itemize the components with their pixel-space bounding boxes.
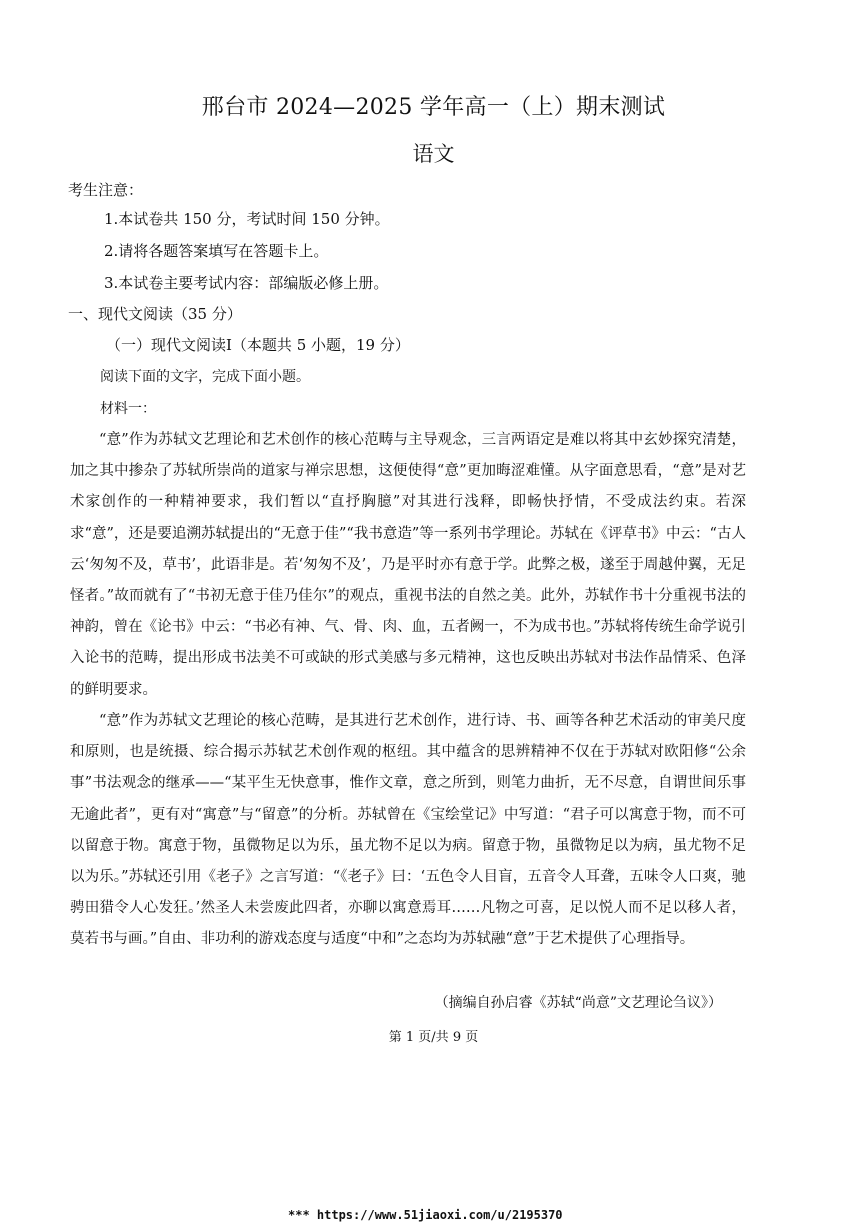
notice-item: 3.本试卷主要考试内容：部编版必修上册。 <box>104 274 389 292</box>
page-number: 第 1 页/共 9 页 <box>388 1030 479 1045</box>
material-label: 材料一： <box>100 401 156 417</box>
source-citation: （摘编自孙启睿《苏轼“尚意”文艺理论刍议》） <box>434 995 722 1011</box>
body-paragraph: “意”作为苏轼文艺理论的核心范畴，是其进行艺术创作，进行诗、书、画等各种艺术活动的审美尺度和原则，也是统摄、综合揭示苏轼艺术创作观的枢纽。其中蕴含的思辨精神不仅在于苏轼对欧阳修“公余事”书法观念的继承——“某平生无快意事，惟作文章，意之所到，则笔力曲折，无不尽意，自谓世间乐事无逾此者”，更有对“寓意”与“留意”的分析。苏轼曾在《宝绘堂记》中写道：“君子可以寓意于物，而不可以留意于物。寓意于物，虽微物足以为乐，虽尤物不足以为病。留意于物，虽微物足以为病，虽尤物不足以为乐。”苏轼还引用《老子》之言写道：“《老子》曰：‘五色令人目盲，五音令人耳聋，五味令人口爽，驰骋田猎令人心发狂。’然圣人未尝废此四者，亦聊以寓意焉耳……凡物之可喜，足以悦人而不足以移人者，莫若书与画。”自由、非功利的游戏态度与适度“中和”之态均为苏轼融“意”于艺术提供了心理指导。 <box>70 713 746 948</box>
reading-instruction: 阅读下面的文字，完成下面小题。 <box>100 369 310 385</box>
body-paragraph: “意”作为苏轼文艺理论和艺术创作的核心范畴与主导观念，三言两语定是难以将其中玄妙探究清楚，加之其中掺杂了苏轼所崇尚的道家与禅宗思想，这便使得“意”更加晦涩难懂。从字面意思看，“意”是对艺术家创作的一种精神要求，我们暂以“直抒胸臆”对其进行浅释，即畅快抒情，不受成法约束。若深求“意”，还是要追溯苏轼提出的“无意于佳”“我书意造”等一系列书学理论。苏轼在《评草书》中云：“古人云‘匆匆不及，草书’，此语非是。若‘匆匆不及’，乃是平时亦有意于学。此弊之极，遂至于周越仲翼，无足怪者。”故而就有了“书初无意于佳乃佳尔”的观点，重视书法的自然之美。此外，苏轼作书十分重视书法的神韵，曾在《论书》中云：“书必有神、气、骨、肉、血，五者阙一，不为成书也。”苏轼将传统生命学说引入论书的范畴，提出形成书法美不可或缺的形式美感与多元精神，这也反映出苏轼对书法作品情采、色泽的鲜明要求。 <box>70 432 746 698</box>
notice-item: 1.本试卷共 150 分，考试时间 150 分钟。 <box>104 210 390 228</box>
notice-heading: 考生注意： <box>68 181 144 199</box>
watermark-url: *** https://www.51jiaoxi.com/u/2195370 <box>288 1208 563 1222</box>
subsection-heading: （一）现代文阅读Ⅰ（本题共 5 小题，19 分） <box>106 336 410 354</box>
subject-title: 语文 <box>412 142 455 166</box>
notice-list <box>104 207 390 303</box>
notice-item: 2.请将各题答案填写在答题卡上。 <box>104 242 329 260</box>
page-title: 邢台市 2024—2025 学年高一（上）期末测试 <box>201 95 666 120</box>
section-heading: 一、现代文阅读（35 分） <box>68 305 242 323</box>
